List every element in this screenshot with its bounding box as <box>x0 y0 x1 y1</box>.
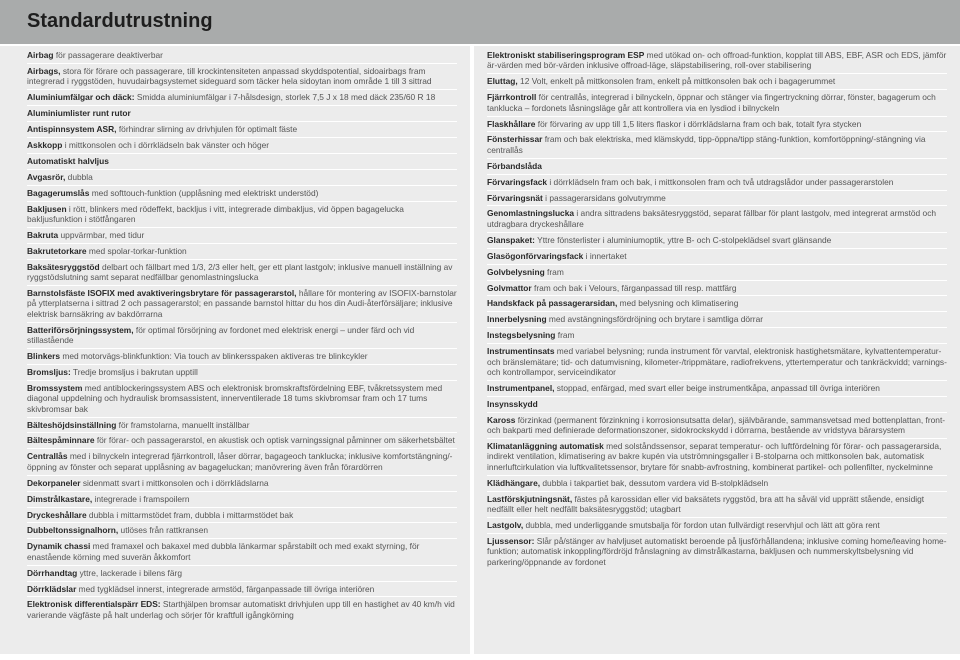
equipment-term: Bakruta <box>27 229 59 240</box>
equipment-term: Aluminiumfälgar och däck: <box>27 92 135 103</box>
equipment-item <box>27 48 457 64</box>
equipment-term: Flaskhållare <box>487 118 536 129</box>
equipment-term: Bälteshöjdsinställning <box>27 419 117 430</box>
equipment-term: Golvmattor <box>487 282 532 293</box>
equipment-description: utlöses från rattkransen <box>118 525 209 536</box>
equipment-description: med motorvägs-blinkfunktion: Via touch av blinkersspaken aktiveras tre blinkcykler <box>60 351 368 362</box>
equipment-item <box>487 381 947 397</box>
equipment-item <box>27 508 457 524</box>
equipment-term: Bältespåminnare <box>27 435 95 446</box>
left-column <box>0 46 470 654</box>
equipment-term: Automatiskt halvljus <box>27 155 109 166</box>
equipment-description: 12 Volt, enkelt på mittkonsolen fram, enkelt på mittkonsolen bak och i bagagerummet <box>517 76 836 87</box>
equipment-term: Baksätesryggstöd <box>27 261 100 272</box>
equipment-item <box>487 48 947 74</box>
equipment-description: förhindrar slirning av drivhjulen för optimalt fäste <box>116 124 298 135</box>
equipment-description: delbart och fällbart med 1/3, 2/3 eller helt, ger ett plant lastgolv; inklusive manuell inställning av ryggstödslutning samt separat nedfällbar genomlastningslucka <box>27 261 453 283</box>
equipment-description: för förar- och passagerarstol, en akustisk och optisk varningssignal påminner om säkerhetsbältet <box>94 435 455 446</box>
equipment-description: förzinkad (permanent förzinkning i korrosionsutsatta delar), självbärande, sammansvetsad med bottenplattan, front- och bakparti med definierade deformationszoner, sidokrockskydd i dörrarna, bestående av vridstyva bärarsystem <box>487 414 946 436</box>
equipment-item <box>487 191 947 207</box>
equipment-item <box>27 597 457 622</box>
equipment-term: Centrallås <box>27 451 68 462</box>
page-title: Standardutrustning <box>27 10 213 32</box>
equipment-item <box>27 433 457 449</box>
equipment-term: Förvaringsnät <box>487 192 543 203</box>
equipment-item <box>27 566 457 582</box>
equipment-item <box>27 323 457 349</box>
equipment-description: Slår på/stänger av halvljuset automatiskt beroende på ljusförhållandena; inklusive coming home/leaving home-funktion; automatisk inkoppling/fördröjd frånslagning av dimstrålkastarna, bakljusen och nummerskyltsbelysning vid parkering/öppnande av fordonet <box>487 535 947 567</box>
equipment-term: Instrumentinsats <box>487 346 555 357</box>
equipment-description: med variabel belysning; runda instrument för varvtal, elektronisk hastighetsmätare, kylvattentemperatur- och bränslemätare; tid- och datumvisning, kilometer-/trippmätare, radiofrekvens, yttertemperatur och tankräckvidd; varnings- och kontrollampor, serviceindikator <box>487 346 947 377</box>
equipment-item <box>27 260 457 286</box>
equipment-description: dubbla, med underliggande smutsbalja för fordon utan fullvärdigt reservhjul och lätt att göra rent <box>523 519 880 530</box>
equipment-description: för passagerare deaktiverbar <box>53 50 163 60</box>
equipment-term: Dörrklädslar <box>27 583 77 594</box>
equipment-item <box>487 90 947 116</box>
equipment-item <box>27 381 457 418</box>
equipment-term: Airbags, <box>27 65 61 76</box>
equipment-item <box>487 534 947 570</box>
equipment-term: Instegsbelysning <box>487 330 556 341</box>
equipment-item <box>27 492 457 508</box>
equipment-term: Bagagerumslås <box>27 187 90 198</box>
equipment-item <box>27 64 457 90</box>
equipment-term: Batteriförsörjningssystem, <box>27 324 134 335</box>
equipment-term: Eluttag, <box>487 76 518 87</box>
equipment-term: Dimstrålkastare, <box>27 493 93 504</box>
equipment-term: Genomlastningslucka <box>487 208 575 219</box>
equipment-term: Innerbelysning <box>487 314 547 325</box>
equipment-term: Dynamik chassi <box>27 541 91 552</box>
equipment-term: Förvaringsfack <box>487 176 548 187</box>
header-band <box>0 0 960 44</box>
equipment-item <box>27 244 457 260</box>
equipment-item <box>487 159 947 175</box>
equipment-description: med solståndssensor, separat temperatur- och luftfördelning för förar- och passagerarsida, indirekt ventilation, klimatisering av bakre kupén via utströmningsgaller i B-stolparna och mittkonsolen bak, automatisk innerluftcirkulation via luftkvalitetssensor, brytare för snabb-avfrostning, kombinerat partikel- och pollenfilter, nyckelminne <box>487 440 942 472</box>
equipment-description: Yttre fönsterlister i aluminiumoptik, yttre B- och C-stolpeklädsel svart glänsande <box>534 234 832 245</box>
equipment-item <box>27 476 457 492</box>
equipment-term: Glasögonförvaringsfack <box>487 250 584 261</box>
equipment-item <box>487 312 947 328</box>
equipment-description: med antiblockeringssystem ABS och elektronisk bromskraftsfördelning EBF, tvåkretssystem med diagonal uppdelning och hydraulisk bromsassistent, innerventilerade 18 tums skivbromsar fram och 17 tums skivbromsar bak <box>27 382 443 414</box>
equipment-item <box>487 206 947 232</box>
equipment-description: fram <box>544 266 564 277</box>
equipment-term: Klädhängare, <box>487 477 541 488</box>
equipment-description: för framstolarna, manuellt inställbar <box>116 419 250 430</box>
equipment-description: med avstängningsfördröjning och brytare i samtliga dörrar <box>546 314 764 325</box>
equipment-term: Golvbelysning <box>487 266 545 277</box>
equipment-description: sidenmatt svart i mittkonsolen och i dörrklädslarna <box>80 477 269 488</box>
equipment-item <box>487 117 947 133</box>
equipment-term: Glanspaket: <box>487 234 535 245</box>
equipment-item <box>27 228 457 244</box>
equipment-item <box>27 138 457 154</box>
equipment-description: för optimal försörjning av fordonet med elektrisk energi – under färd och vid stillastående <box>27 324 415 346</box>
equipment-description: hållare för montering av ISOFIX-barnstolar på ytterplatserna i sittrad 2 och passagerarstol; en passande barnstol hittar du hos din Audi-återförsäljare; inklusive elektrisk barnsäkring av bakdörrarna <box>27 288 457 319</box>
equipment-item <box>27 582 457 598</box>
equipment-description: med belysning och klimatisering <box>617 298 739 309</box>
equipment-item <box>487 296 947 312</box>
equipment-term: Fjärrkontroll <box>487 92 537 103</box>
equipment-item <box>487 265 947 281</box>
equipment-term: Insynsskydd <box>487 398 538 409</box>
equipment-term: Elektronisk differentialspärr EDS: <box>27 599 161 610</box>
equipment-description: Starthjälpen bromsar automatiskt drivhjulen upp till en hastighet av 40 km/h vid varierande vägfäste på halt underlag och sörjer för kraftfull igångkörning <box>27 599 455 620</box>
equipment-description: i andra sittradens baksätesryggstöd, separat fällbar för plant lastgolv, med integrerat armstöd och utdragbara dryckeshållare <box>487 208 937 229</box>
equipment-description: i passagerarsidans golvutrymme <box>542 192 666 203</box>
equipment-description: fästes på karossidan eller vid baksätets ryggstöd, bra att ha såväl vid upprätt stående, ensidigt nedfällt eller helt nedfällt baksätesryggstöd; utagbart <box>487 493 925 514</box>
equipment-item <box>27 170 457 186</box>
equipment-item <box>27 286 457 323</box>
equipment-item <box>27 202 457 228</box>
equipment-description: med utökad on- och offroad-funktion, kopplat till ABS, EBF, ASR och EDS, jämför är-värden med bör-värden inklusive offroad-läge, släpstabilisering, roll-over stabilisering <box>487 50 947 71</box>
equipment-description: med softtouch-funktion (upplåsning med elektriskt understöd) <box>89 187 319 198</box>
equipment-item <box>27 106 457 122</box>
right-equipment-list <box>474 46 960 570</box>
equipment-description: integrerade i framspoilern <box>92 493 190 504</box>
equipment-term: Fönsterhissar <box>487 134 543 145</box>
equipment-term: Lastgolv, <box>487 519 524 530</box>
equipment-item <box>487 74 947 90</box>
equipment-term: Blinkers <box>27 351 61 362</box>
equipment-item <box>27 349 457 365</box>
equipment-item <box>487 132 947 158</box>
equipment-description: yttre, lackerade i bilens färg <box>77 567 182 578</box>
equipment-item <box>27 418 457 434</box>
equipment-term: Instrumentpanel, <box>487 382 555 393</box>
equipment-description: för centrallås, integrerad i bilnyckeln, öppnar och stänger via fingertryckning dörrar, fönster, bagagerum och tanklucka – fordonets låsningsläge går att kontrollera via en lysdiod i bilnyckeln <box>487 92 936 113</box>
equipment-term: Bromssystem <box>27 382 83 393</box>
equipment-term: Ljussensor: <box>487 535 535 546</box>
equipment-item <box>487 233 947 249</box>
equipment-description: med i bilnyckeln integrerad fjärrkontroll, låser dörrar, bagageoch tanklucka; inklusive komfortstängning/-öppning av fönster och separat upplåsning av bagageluckan; manövrering även från förardörren <box>27 451 453 472</box>
equipment-term: Bakrutetorkare <box>27 245 87 256</box>
equipment-item <box>487 439 947 476</box>
equipment-description: fram och bak i Velours, färganpassad till resp. mattfärg <box>531 282 737 293</box>
equipment-term: Aluminiumlister runt rutor <box>27 108 131 119</box>
equipment-description: Smidda aluminiumfälgar i 7-hålsdesign, storlek 7,5 J x 18 med däck 235/60 R 18 <box>134 92 436 103</box>
equipment-term: Dekorpaneler <box>27 477 81 488</box>
equipment-description: i dörrklädseln fram och bak, i mittkonsolen fram och två utdragslådor under passagerarstolen <box>547 176 894 187</box>
equipment-term: Dryckeshållare <box>27 509 87 520</box>
equipment-term: Bromsljus: <box>27 366 71 377</box>
equipment-description: fram <box>555 330 575 341</box>
equipment-term: Lastförskjutningsnät, <box>487 493 573 504</box>
equipment-item <box>487 518 947 534</box>
equipment-term: Elektroniskt stabiliseringsprogram ESP <box>487 50 645 60</box>
equipment-item <box>27 365 457 381</box>
equipment-description: med spolar-torkar-funktion <box>86 245 187 256</box>
equipment-item <box>487 413 947 439</box>
equipment-description: för förvaring av upp till 1,5 liters flaskor i dörrklädslarna fram och bak, totalt fyra stycken <box>535 118 862 129</box>
equipment-description: fram och bak elektriska, med klämskydd, tipp-öppna/tipp stäng-funktion, komfortöppning/-stängning via centrallås <box>487 134 926 155</box>
equipment-description: i rött, blinkers med rödeffekt, backljus i vitt, integrerade dimbakljus, vid öppen bagagelucka bakljusfunktion i stötfångaren <box>27 203 404 224</box>
equipment-term: Antispinnsystem ASR, <box>27 124 117 135</box>
equipment-description: dubbla <box>65 171 93 182</box>
equipment-term: Handskfack på passagerarsidan, <box>487 298 618 309</box>
equipment-item <box>487 249 947 265</box>
equipment-term: Askkopp <box>27 139 63 150</box>
equipment-description: i innertaket <box>583 250 627 261</box>
equipment-description: med tygklädsel innerst, integrerade armstöd, färganpassade till övriga interiören <box>76 583 375 594</box>
equipment-description: Tredje bromsljus i bakrutan upptill <box>70 366 198 377</box>
equipment-item <box>487 175 947 191</box>
equipment-term: Klimatanläggning automatisk <box>487 440 604 451</box>
equipment-description: stora för förare och passagerare, till krockintensiteten anpassad skyddspotential, sidoairbags fram integrerad i ryggstöden, huvudairbagsystemet sideguard som täcker hela sidoytan inom område 1 till 3 sittrad <box>27 65 432 87</box>
right-column <box>474 46 960 654</box>
equipment-item <box>487 328 947 344</box>
equipment-description: i mittkonsolen och i dörrklädseln bak vänster och höger <box>62 139 270 150</box>
equipment-item <box>27 449 457 475</box>
equipment-description: med framaxel och bakaxel med dubbla länkarmar spårstabilt och med exakt styrning, för enastående körning med suverän åkkomfort <box>27 541 420 562</box>
equipment-item <box>27 122 457 138</box>
equipment-item <box>27 90 457 106</box>
equipment-term: Bakljusen <box>27 203 67 214</box>
equipment-description: dubbla i mittarmstödet fram, dubbla i mittarmstödet bak <box>86 509 294 520</box>
equipment-item <box>487 281 947 297</box>
equipment-term: Airbag <box>27 50 54 60</box>
equipment-term: Dubbeltonssignalhorn, <box>27 525 119 536</box>
equipment-item <box>487 492 947 518</box>
equipment-item <box>27 523 457 539</box>
equipment-term: Kaross <box>487 414 516 425</box>
equipment-term: Dörrhandtag <box>27 567 78 578</box>
left-equipment-list <box>0 46 470 623</box>
equipment-term: Förbandslåda <box>487 160 542 171</box>
equipment-item <box>487 344 947 381</box>
equipment-item <box>487 397 947 413</box>
equipment-description: stoppad, enfärgad, med svart eller beige instrumentkåpa, anpassad till övriga interiören <box>554 382 880 393</box>
equipment-item <box>487 476 947 492</box>
equipment-item <box>27 154 457 170</box>
equipment-item <box>27 186 457 202</box>
equipment-term: Barnstolsfäste ISOFIX med avaktiveringsbrytare för passagerarstol, <box>27 288 297 298</box>
equipment-description: dubbla i takpartiet bak, dessutom vardera vid B-stolpklädseln <box>540 477 769 488</box>
equipment-item <box>27 539 457 565</box>
equipment-description: uppvärmbar, med tidur <box>58 229 145 240</box>
equipment-term: Avgasrör, <box>27 171 66 182</box>
